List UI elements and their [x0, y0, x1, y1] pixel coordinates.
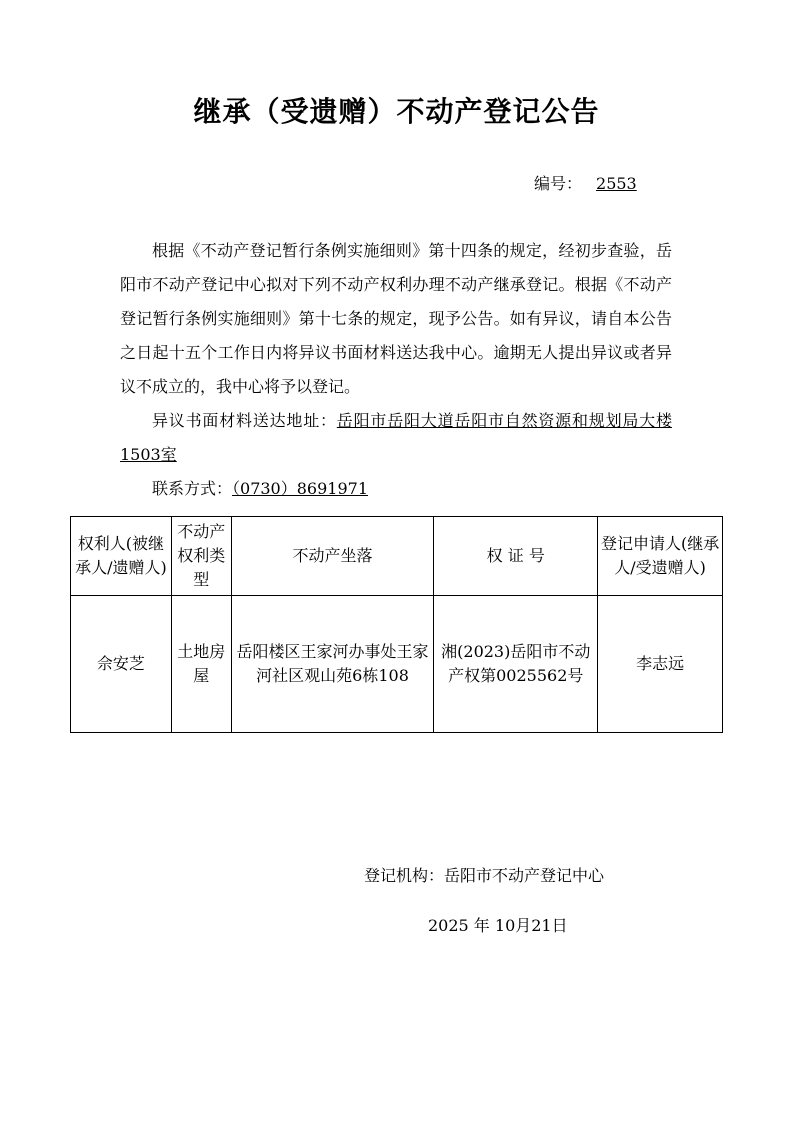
- contact-info: [120, 472, 672, 506]
- header-location: 不动产坐落: [231, 517, 434, 596]
- objection-address-value: 岳阳市岳阳大道岳阳市自然资源和规划局大楼1503室: [120, 411, 672, 464]
- notice-number-label: 编号：: [534, 174, 583, 193]
- notice-title: 继承（受遗赠）不动产登记公告: [193, 95, 600, 128]
- authority-name: 岳阳市不动产登记中心: [444, 866, 605, 885]
- objection-address-label: 异议书面材料送达地址：: [152, 411, 337, 430]
- registration-authority: [364, 864, 604, 888]
- table-row: [71, 596, 723, 733]
- header-right-type: 不动产权利类型: [171, 517, 231, 596]
- objection-address: [120, 404, 672, 472]
- notice-number: [534, 172, 637, 196]
- notice-paragraph: 根据《不动产登记暂行条例实施细则》第十四条的规定，经初步查验，岳阳市不动产登记中心拟对下列不动产权利办理不动产继承登记。根据《不动产登记暂行条例实施细则》第十七条的规定，现予公告。如有异议，请自本公告之日起十五个工作日内将异议书面材料送达我中心。逾期无人提出异议或者异议不成立的，我中心将予以登记。: [120, 241, 672, 396]
- registration-table: [70, 516, 723, 733]
- authority-label: 登记机构：: [364, 866, 445, 885]
- notice-body: [120, 234, 672, 506]
- cell-cert-no: 湘(2023)岳阳市不动产权第0025562号: [434, 596, 598, 733]
- contact-label: 联系方式：: [152, 479, 233, 498]
- cell-location: 岳阳楼区王家河办事处王家河社区观山苑6栋108: [231, 596, 434, 733]
- header-holder: 权利人(被继承人/遗赠人): [71, 517, 172, 596]
- table-header-row: [71, 517, 723, 596]
- notice-number-value: 2553: [596, 174, 637, 193]
- cell-applicant: 李志远: [598, 596, 723, 733]
- header-applicant: 登记申请人(继承人/受遗赠人): [598, 517, 723, 596]
- header-cert-no: 权 证 号: [434, 517, 598, 596]
- notice-date: 2025 年 10月21日: [428, 916, 568, 935]
- contact-value: （0730）8691971: [232, 479, 368, 498]
- cell-holder: 佘安芝: [71, 596, 172, 733]
- cell-right-type: 土地房屋: [171, 596, 231, 733]
